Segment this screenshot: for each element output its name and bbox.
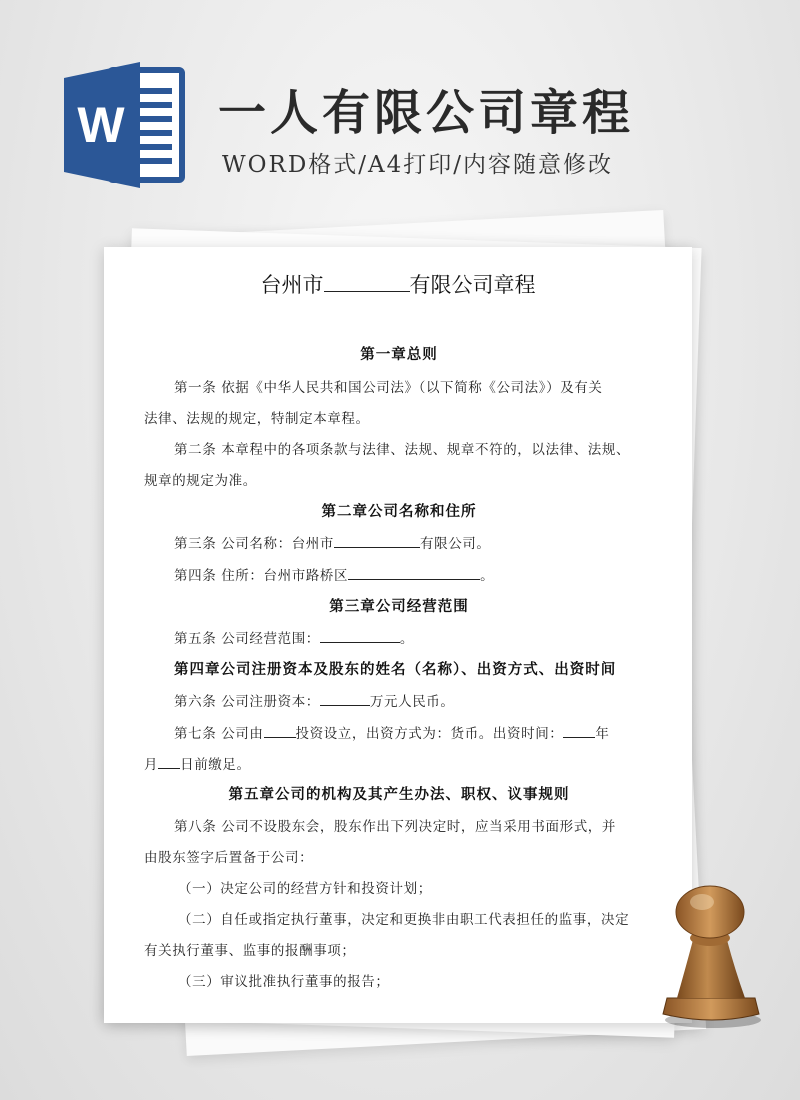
word-logo-icon xyxy=(64,62,194,188)
article-6-pre: 第六条 公司注册资本： xyxy=(174,694,320,710)
scope-blank xyxy=(320,629,400,644)
article-3-post: 有限公司。 xyxy=(420,536,491,552)
wooden-stamp-icon xyxy=(655,880,765,1030)
item-2-line-1: （二）自任或指定执行董事，决定和更换非由职工代表担任的监事，决定 xyxy=(178,912,630,928)
article-4 xyxy=(174,564,494,584)
article-5-post: 。 xyxy=(399,631,415,647)
chapter-5-heading: 第五章公司的机构及其产生办法、职权、议事规则 xyxy=(228,786,570,803)
article-2-line-2: 规章的规定为准。 xyxy=(144,473,257,489)
item-2-line-2: 有关执行董事、监事的报酬事项； xyxy=(144,943,356,959)
article-7-l2-pre: 月 xyxy=(144,757,159,773)
item-3: （三）审议批准执行董事的报告； xyxy=(178,974,390,990)
title-prefix: 台州市 xyxy=(260,273,324,297)
article-1-line-2: 法律、法规的规定，特制定本章程。 xyxy=(144,411,370,427)
title-suffix: 有限公司章程 xyxy=(409,273,536,297)
year-blank xyxy=(563,724,595,739)
article-2-line-1: 第二条 本章程中的各项条款与法律、法规、规章不符的，以法律、法规、 xyxy=(174,442,631,458)
article-3 xyxy=(174,532,491,552)
company-name-blank xyxy=(334,534,420,549)
page-title: 一人有限公司章程 xyxy=(218,85,635,141)
logo-letter: W xyxy=(77,97,125,153)
article-8-line-1: 第八条 公司不设股东会，股东作出下列决定时，应当采用书面形式，并 xyxy=(174,819,616,835)
capital-blank xyxy=(320,692,370,707)
chapter-2-heading: 第二章公司名称和住所 xyxy=(321,503,477,520)
chapter-3-heading: 第三章公司经营范围 xyxy=(329,598,469,615)
item-1: （一）决定公司的经营方针和投资计划； xyxy=(178,881,432,897)
month-blank xyxy=(158,755,180,770)
banner-header xyxy=(0,0,800,210)
chapter-1-heading: 第一章总则 xyxy=(360,346,438,363)
article-6 xyxy=(174,690,455,710)
article-3-pre: 第三条 公司名称：台州市 xyxy=(174,536,334,552)
article-7-l2-post: 日前缴足。 xyxy=(180,757,251,773)
article-7-line-2 xyxy=(144,753,251,773)
title-blank xyxy=(324,270,410,292)
article-5-pre: 第五条 公司经营范围： xyxy=(174,631,320,647)
document-title xyxy=(104,269,692,299)
article-4-post: 。 xyxy=(480,568,495,584)
article-6-post: 万元人民币。 xyxy=(369,694,455,710)
article-7-pre: 第七条 公司由 xyxy=(174,726,264,742)
article-7-mid: 投资设立，出资方式为：货币。出资时间： xyxy=(295,726,564,742)
article-8-line-2: 由股东签字后置备于公司： xyxy=(144,850,314,866)
article-1-line-1: 第一条 依据《中华人民共和国公司法》（以下简称《公司法》）及有关 xyxy=(174,380,603,396)
article-4-pre: 第四条 住所：台州市路桥区 xyxy=(174,568,349,584)
address-blank xyxy=(348,566,480,581)
article-5 xyxy=(174,627,414,647)
page-subtitle: WORD格式/A4打印/内容随意修改 xyxy=(222,152,613,178)
document-page xyxy=(104,247,692,1023)
investor-blank xyxy=(264,724,296,739)
article-7-line-1 xyxy=(174,722,610,742)
chapter-4-heading: 第四章公司注册资本及股东的姓名（名称）、出资方式、出资时间 xyxy=(174,661,617,678)
article-7-end: 年 xyxy=(595,726,610,742)
